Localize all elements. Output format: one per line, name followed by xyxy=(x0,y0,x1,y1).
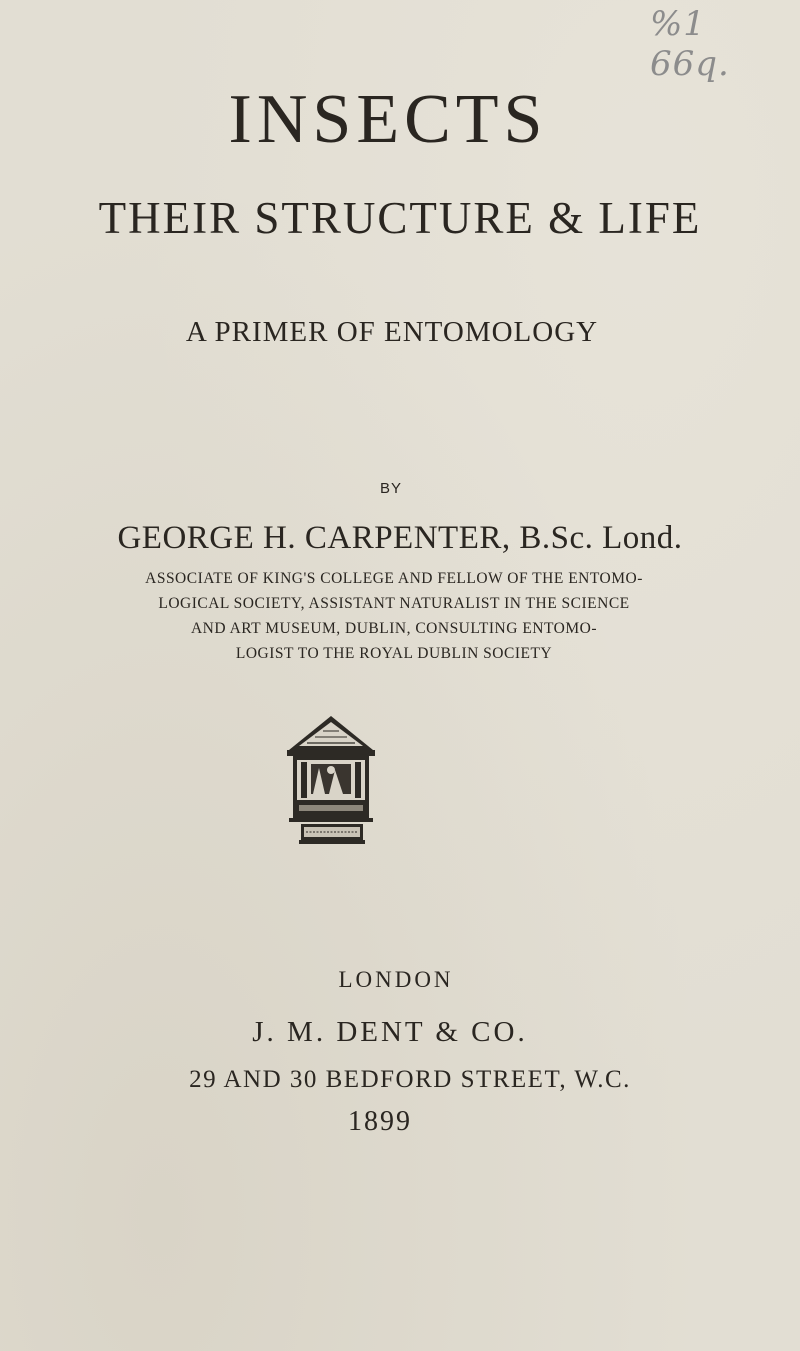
book-subtitle: THEIR STRUCTURE & LIFE xyxy=(98,193,702,243)
book-title: INSECTS xyxy=(228,81,548,158)
publisher-address: 29 AND 30 BEDFORD STREET, W.C. xyxy=(189,1066,631,1093)
publication-city: LONDON xyxy=(338,967,454,992)
handwritten-shelfmark: %1 66q. xyxy=(650,4,730,84)
book-tagline: A PRIMER OF ENTOMOLOGY xyxy=(185,316,599,348)
by-label: BY xyxy=(379,480,402,497)
author-credentials-line: AND ART MUSEUM, DUBLIN, CONSULTING ENTOMO- xyxy=(190,620,597,637)
author-credentials-line: LOGIST TO THE ROYAL DUBLIN SOCIETY xyxy=(235,645,553,662)
publisher-name: J. M. DENT & CO. xyxy=(252,1016,528,1048)
author-credentials-line: ASSOCIATE OF KING'S COLLEGE AND FELLOW OF THE ENTOMO- xyxy=(145,570,643,587)
publisher-device-icon xyxy=(285,710,377,845)
author-credentials-line: LOGICAL SOCIETY, ASSISTANT NATURALIST IN THE SCIENCE xyxy=(158,595,630,612)
author-name: GEORGE H. CARPENTER, B.Sc. Lond. xyxy=(117,520,683,556)
publication-year: 1899 xyxy=(348,1106,412,1137)
